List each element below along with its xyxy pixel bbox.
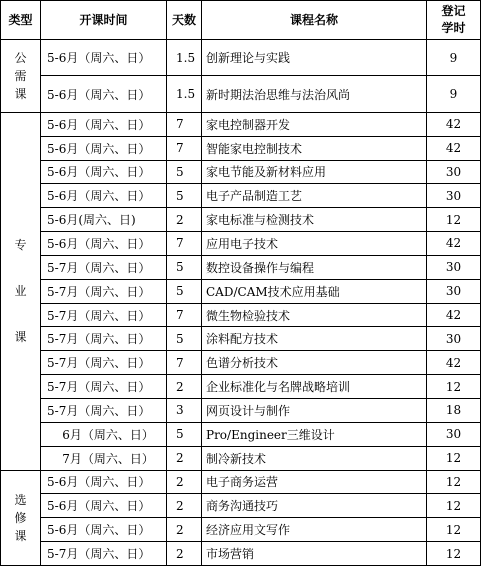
time-cell: 5-7月（周六、日） [41,279,167,303]
time-cell: 5-7月（周六、日） [41,542,167,566]
course-name-cell: 家电标准与检测技术 [202,208,427,232]
table-row [1,40,481,76]
days-cell: 7 [167,232,202,256]
days-cell: 3 [167,398,202,422]
header-hours-line1: 登记 [441,4,466,18]
course-name-cell: 企业标准化与名牌战略培训 [202,375,427,399]
hours-cell: 12 [427,494,481,518]
course-name-cell: 新时期法治思维与法治风尚 [202,76,427,112]
table-row [1,375,481,399]
header-row [1,1,481,40]
hours-cell: 42 [427,112,481,136]
course-name-cell: CAD/CAM技术应用基础 [202,279,427,303]
days-cell: 2 [167,446,202,470]
time-cell: 5-7月（周六、日） [41,351,167,375]
table-row [1,76,481,112]
header-time: 开课时间 [41,1,167,40]
days-cell: 5 [167,279,202,303]
days-cell: 5 [167,327,202,351]
days-cell: 7 [167,136,202,160]
hours-cell: 12 [427,446,481,470]
hours-cell: 30 [427,327,481,351]
hours-cell: 9 [427,76,481,112]
time-cell: 5-7月（周六、日） [41,375,167,399]
time-cell: 5-6月（周六、日） [41,470,167,494]
days-cell: 2 [167,208,202,232]
hours-cell: 30 [427,279,481,303]
time-cell: 5-6月（周六、日） [41,76,167,112]
days-cell: 7 [167,351,202,375]
hours-cell: 12 [427,208,481,232]
days-cell: 1.5 [167,40,202,76]
course-name-cell: 创新理论与实践 [202,40,427,76]
group-elective-label: 选 修 课 [14,492,27,543]
days-cell: 2 [167,518,202,542]
table-row [1,160,481,184]
table-row [1,112,481,136]
header-course-name: 课程名称 [202,1,427,40]
hours-cell: 30 [427,184,481,208]
hours-cell: 30 [427,422,481,446]
table-row [1,232,481,256]
days-cell: 5 [167,160,202,184]
group-public-cell [1,40,41,113]
hours-cell: 12 [427,518,481,542]
table-row [1,136,481,160]
hours-cell: 30 [427,160,481,184]
time-cell: 5-6月（周六、日） [41,184,167,208]
time-cell: 5-6月（周六、日） [41,136,167,160]
course-name-cell: 涂料配方技术 [202,327,427,351]
days-cell: 7 [167,303,202,327]
table-row [1,255,481,279]
days-cell: 5 [167,184,202,208]
days-cell: 2 [167,470,202,494]
table-row [1,494,481,518]
days-cell: 1.5 [167,76,202,112]
table-body [1,40,481,566]
header-hours-line2: 学时 [441,21,466,35]
time-cell: 5-7月（周六、日） [41,255,167,279]
group-major-label: 专 业 课 [14,238,27,345]
hours-cell: 42 [427,232,481,256]
table-row [1,542,481,566]
course-name-cell: 家电节能及新材料应用 [202,160,427,184]
table-row [1,422,481,446]
time-cell: 5-6月（周六、日） [41,518,167,542]
hours-cell: 42 [427,136,481,160]
table-row [1,446,481,470]
days-cell: 7 [167,112,202,136]
table-row [1,279,481,303]
time-cell: 5-6月（周六、日） [41,40,167,76]
course-name-cell: 网页设计与制作 [202,398,427,422]
course-name-cell: 电子产品制造工艺 [202,184,427,208]
course-name-cell: 数控设备操作与编程 [202,255,427,279]
hours-cell: 18 [427,398,481,422]
course-name-cell: 智能家电控制技术 [202,136,427,160]
table-row [1,351,481,375]
time-cell: 5-6月（周六、日） [41,232,167,256]
hours-cell: 42 [427,351,481,375]
time-cell: 5-7月（周六、日） [41,398,167,422]
group-major-cell [1,112,41,470]
course-name-cell: 市场营销 [202,542,427,566]
table-row [1,208,481,232]
group-public-label: 公 需 课 [14,50,27,101]
time-cell: 5-7月（周六、日） [41,303,167,327]
days-cell: 2 [167,375,202,399]
course-name-cell: 色谱分析技术 [202,351,427,375]
header-hours [427,1,481,40]
course-name-cell: 应用电子技术 [202,232,427,256]
time-cell: 5-6月（周六、日） [41,494,167,518]
days-cell: 5 [167,255,202,279]
table-row [1,470,481,494]
days-cell: 2 [167,494,202,518]
hours-cell: 9 [427,40,481,76]
group-elective-cell [1,470,41,566]
course-name-cell: 制冷新技术 [202,446,427,470]
course-name-cell: 微生物检验技术 [202,303,427,327]
hours-cell: 30 [427,255,481,279]
hours-cell: 42 [427,303,481,327]
time-cell: 5-6月（周六、日） [41,160,167,184]
time-cell: 5-7月（周六、日） [41,327,167,351]
time-cell: 6月（周六、日） [41,422,167,446]
hours-cell: 12 [427,470,481,494]
time-cell: 5-6月（周六、日） [41,112,167,136]
header-days: 天数 [167,1,202,40]
days-cell: 5 [167,422,202,446]
time-cell: 7月（周六、日） [41,446,167,470]
hours-cell: 12 [427,542,481,566]
table-row [1,327,481,351]
table-row [1,184,481,208]
course-name-cell: Pro/Engineer三维设计 [202,422,427,446]
time-cell: 5-6月(周六、日) [41,208,167,232]
table-row [1,303,481,327]
course-name-cell: 电子商务运营 [202,470,427,494]
header-type: 类型 [1,1,41,40]
days-cell: 2 [167,542,202,566]
course-name-cell: 家电控制器开发 [202,112,427,136]
course-name-cell: 经济应用文写作 [202,518,427,542]
table-row [1,518,481,542]
table-row [1,398,481,422]
hours-cell: 12 [427,375,481,399]
course-name-cell: 商务沟通技巧 [202,494,427,518]
